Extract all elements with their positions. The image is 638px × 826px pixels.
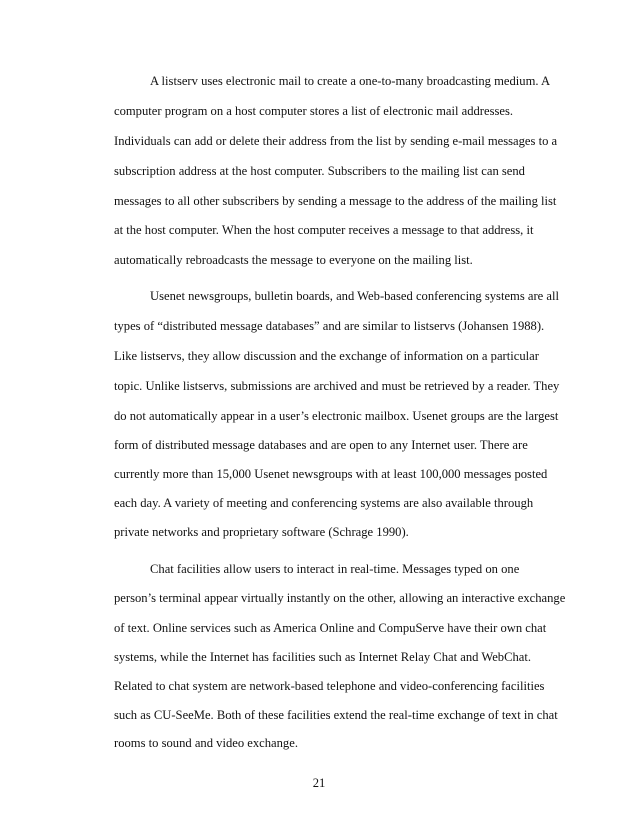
text-line: Like listservs, they allow discussion and the exchange of information on a particular [114,349,539,363]
text-line: computer program on a host computer stores a list of electronic mail addresses. [114,104,514,118]
page-number: 21 [312,776,326,790]
text-line: subscription address at the host computer. Subscribers to the mailing list can send [114,164,525,178]
text-line: of text. Online services such as America Online and CompuServe have their own chat [114,621,547,635]
text-line: Individuals can add or delete their address from the list by sending e-mail messages to a [114,134,558,148]
text-line: at the host computer. When the host computer receives a message to that address, it [114,223,534,237]
text-line: such as CU-SeeMe. Both of these facilities extend the real-time exchange of text in chat [114,708,558,722]
text-line: each day. A variety of meeting and conferencing systems are also available through [114,496,534,510]
text-line: Chat facilities allow users to interact in real-time. Messages typed on one [150,562,520,576]
text-line: types of “distributed message databases” and are similar to listservs (Johansen 1988). [114,319,545,333]
text-line: automatically rebroadcasts the message to everyone on the mailing list. [114,253,473,267]
text-line: topic. Unlike listservs, submissions are archived and must be retrieved by a reader. They [114,379,560,393]
text-line: form of distributed message databases and are open to any Internet user. There are [114,438,528,452]
text-line: currently more than 15,000 Usenet newsgroups with at least 100,000 messages posted [114,467,548,481]
text-line: person’s terminal appear virtually instantly on the other, allowing an interactive exchange [114,591,566,605]
text-line: messages to all other subscribers by sending a message to the address of the mailing list [114,194,557,208]
text-line: Usenet newsgroups, bulletin boards, and Web-based conferencing systems are all [150,289,559,303]
text-line: do not automatically appear in a user’s electronic mailbox. Usenet groups are the largest [114,409,559,423]
text-line: Related to chat system are network-based telephone and video-conferencing facilities [114,679,545,693]
text-line: private networks and proprietary software (Schrage 1990). [114,525,409,539]
text-line: systems, while the Internet has facilities such as Internet Relay Chat and WebChat. [114,650,532,664]
text-line: A listserv uses electronic mail to create a one-to-many broadcasting medium. A [150,74,551,88]
text-line: rooms to sound and video exchange. [114,736,298,750]
